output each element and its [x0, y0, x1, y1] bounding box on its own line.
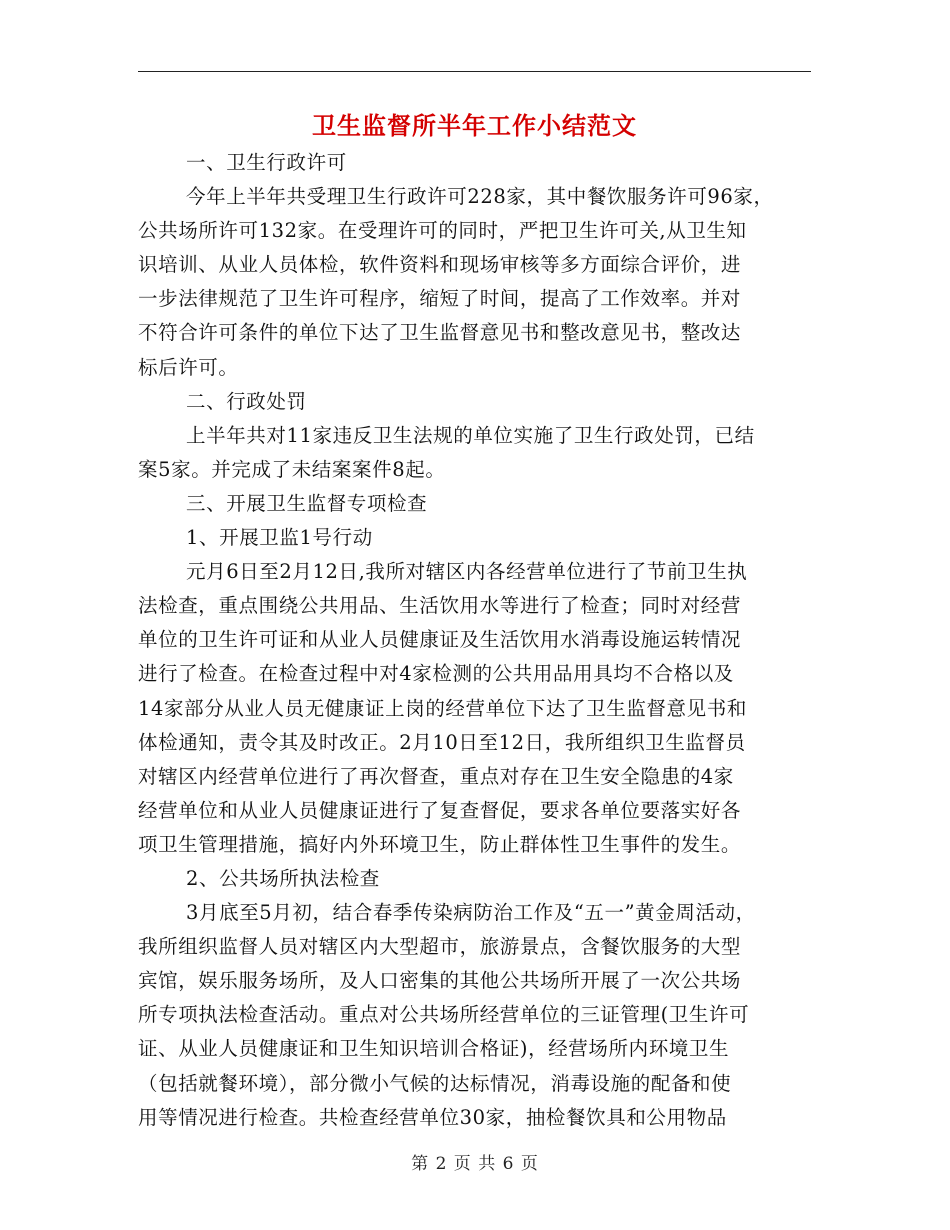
paragraph-line: 进行了检查。在检查过程中对4家检测的公共用品用具均不合格以及	[138, 662, 734, 686]
paragraph-line-indented: 2、公共场所执法检查	[186, 866, 380, 890]
paragraph-line-indented: 三、开展卫生监督专项检查	[186, 491, 428, 515]
paragraph-line: 对辖区内经营单位进行了再次督查，重点对存在卫生安全隐患的4家	[138, 764, 734, 788]
paragraph-line: 我所组织监督人员对辖区内大型超市，旅游景点，含餐饮服务的大型	[138, 935, 742, 959]
paragraph-line-indented: 一、卫生行政许可	[186, 151, 347, 174]
document-body	[138, 146, 818, 1135]
paragraph-line: 识培训、从业人员体检，软件资料和现场审核等多方面综合评价，进	[138, 253, 742, 277]
paragraph-line: 14家部分从业人员无健康证上岗的经营单位下达了卫生监督意见书和	[138, 696, 747, 720]
paragraph-line: 标后许可。	[138, 355, 239, 379]
paragraph-line-indented: 1、开展卫监1号行动	[186, 526, 373, 550]
paragraph-line: 一步法律规范了卫生许可程序，缩短了时间，提高了工作效率。并对	[138, 287, 742, 311]
paragraph-line: 经营单位和从业人员健康证进行了复查督促，要求各单位要落实好各	[138, 798, 742, 822]
paragraph-line: （包括就餐环境），部分微小气候的达标情况，消毒设施的配备和使	[138, 1071, 732, 1095]
document-title: 卫生监督所半年工作小结范文	[312, 111, 637, 140]
paragraph-line: 体检通知，责令其及时改正。2月10日至12日，我所组织卫生监督员	[138, 730, 746, 754]
paragraph-line: 不符合许可条件的单位下达了卫生监督意见书和整改意见书，整改达	[138, 321, 742, 345]
paragraph-line: 证、从业人员健康证和卫生知识培训合格证)，经营场所内环境卫生	[138, 1037, 730, 1061]
header-rule	[138, 71, 811, 72]
paragraph-line-indented: 元月6日至2月12日,我所对辖区内各经营单位进行了节前卫生执	[186, 560, 748, 584]
paragraph-line: 宾馆，娱乐服务场所，及人口密集的其他公共场所开展了一次公共场	[138, 969, 742, 993]
paragraph-line-indented: 3月底至5月初，结合春季传染病防治工作及“五一”黄金周活动，	[186, 901, 756, 925]
paragraph-line: 单位的卫生许可证和从业人员健康证及生活饮用水消毒设施运转情况	[138, 628, 742, 652]
paragraph-line: 用等情况进行检查。共检查经营单位30家，抽检餐饮具和公用物品	[138, 1105, 727, 1129]
paragraph-line: 所专项执法检查活动。重点对公共场所经营单位的三证管理(卫生许可	[138, 1003, 750, 1027]
paragraph-line: 法检查，重点围绕公共用品、生活饮用水等进行了检查；同时对经营	[138, 594, 742, 618]
paragraph-line-indented: 上半年共对11家违反卫生法规的单位实施了卫生行政处罚，已结	[186, 423, 755, 447]
paragraph-line: 公共场所许可132家。在受理许可的同时，严把卫生许可关,从卫生知	[138, 219, 747, 243]
paragraph-line: 项卫生管理措施，搞好内外环境卫生，防止群体性卫生事件的发生。	[138, 832, 742, 856]
paragraph-line: 案5家。并完成了未结案案件8起。	[138, 457, 446, 481]
page-footer: 第 2 页 共 6 页	[411, 1154, 539, 1174]
paragraph-line-indented: 二、行政处罚	[186, 389, 307, 413]
paragraph-line-indented: 今年上半年共受理卫生行政许可228家，其中餐饮服务许可96家，	[186, 185, 774, 209]
